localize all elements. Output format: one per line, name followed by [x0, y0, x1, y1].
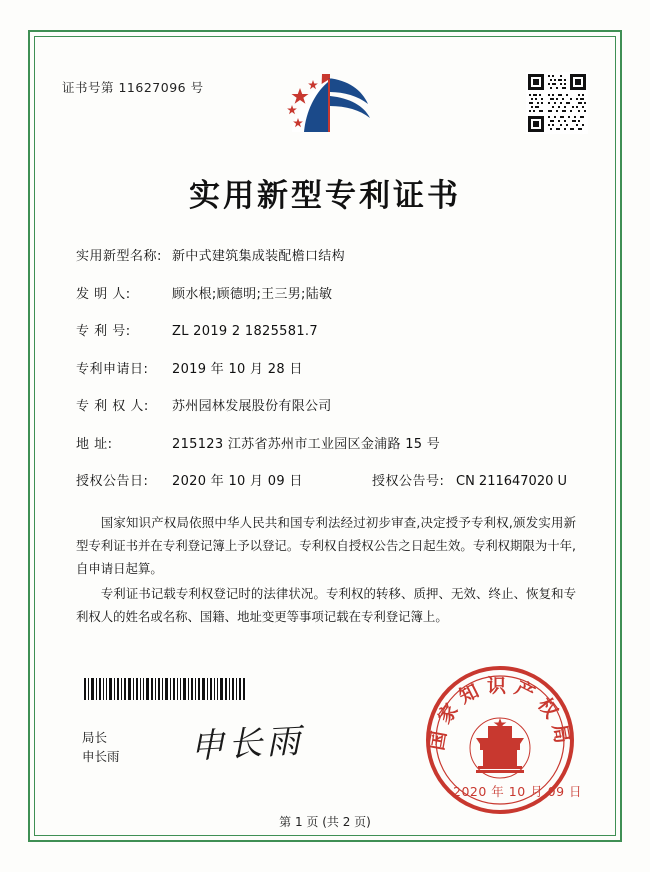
field-value-grant-number: CN 211647020 U	[456, 474, 568, 489]
field-row-name	[76, 245, 576, 264]
field-value-address: 215123 江苏省苏州市工业园区金浦路 15 号	[172, 436, 441, 452]
legal-text	[76, 512, 576, 631]
field-value-patent-number: ZL 2019 2 1825581.7	[172, 324, 318, 339]
field-label-patentee: 专 利 权 人:	[76, 399, 149, 414]
field-row-patent-number	[76, 320, 576, 339]
director-label: 局长	[82, 730, 108, 745]
page-title: 实用新型专利证书	[189, 178, 461, 214]
field-label-grant-number: 授权公告号:	[372, 474, 445, 489]
field-row-grant	[76, 470, 576, 489]
field-label-patent-number: 专 利 号:	[76, 324, 131, 339]
field-value-inventor: 顾水根;顾德明;王三男;陆敏	[172, 286, 333, 302]
director-name: 申长雨	[82, 749, 120, 765]
field-label-inventor: 发 明 人:	[76, 286, 131, 302]
field-label-application-date: 专利申请日:	[76, 361, 149, 377]
legal-paragraph-2: 专利证书记载专利权登记时的法律状况。专利权的转移、质押、无效、终止、恢复和专利权人的姓名或名称、国籍、地址变更等事项记载在专利登记簿上。	[76, 585, 576, 624]
handwritten-signature: 申长雨	[189, 721, 306, 767]
field-row-inventor	[76, 283, 576, 302]
director-signature-block	[82, 728, 120, 767]
field-value-patentee: 苏州园林发展股份有限公司	[172, 399, 332, 414]
field-value-name: 新中式建筑集成装配檐口结构	[172, 249, 345, 264]
legal-paragraph-1: 国家知识产权局依照中华人民共和国专利法经过初步审查,决定授予专利权,颁发实用新型专利证书并在专利登记簿上予以登记。专利权自授权公告之日起生效。专利权期限为十年,自申请日起算。	[76, 515, 576, 576]
barcode	[82, 678, 247, 700]
field-label-grant-date: 授权公告日:	[76, 474, 149, 489]
qr-code-icon	[526, 72, 588, 134]
certificate-number: 证书号第 11627096 号	[62, 80, 204, 95]
field-value-application-date: 2019 年 10 月 28 日	[172, 361, 303, 377]
field-label-address: 地 址:	[76, 436, 113, 452]
field-label-name: 实用新型名称:	[76, 249, 162, 264]
patent-office-emblem-icon	[270, 70, 380, 148]
field-row-address	[76, 433, 576, 452]
seal-date: 2020 年 10 月 09 日	[453, 784, 582, 799]
svg-text:国家知识产权局: 国家知识产权局	[425, 675, 575, 752]
field-row-patentee	[76, 395, 576, 414]
page-number: 第 1 页 (共 2 页)	[279, 815, 371, 829]
field-value-grant-date: 2020 年 10 月 09 日	[172, 474, 303, 489]
patent-fields	[76, 245, 576, 508]
field-row-application-date	[76, 358, 576, 377]
